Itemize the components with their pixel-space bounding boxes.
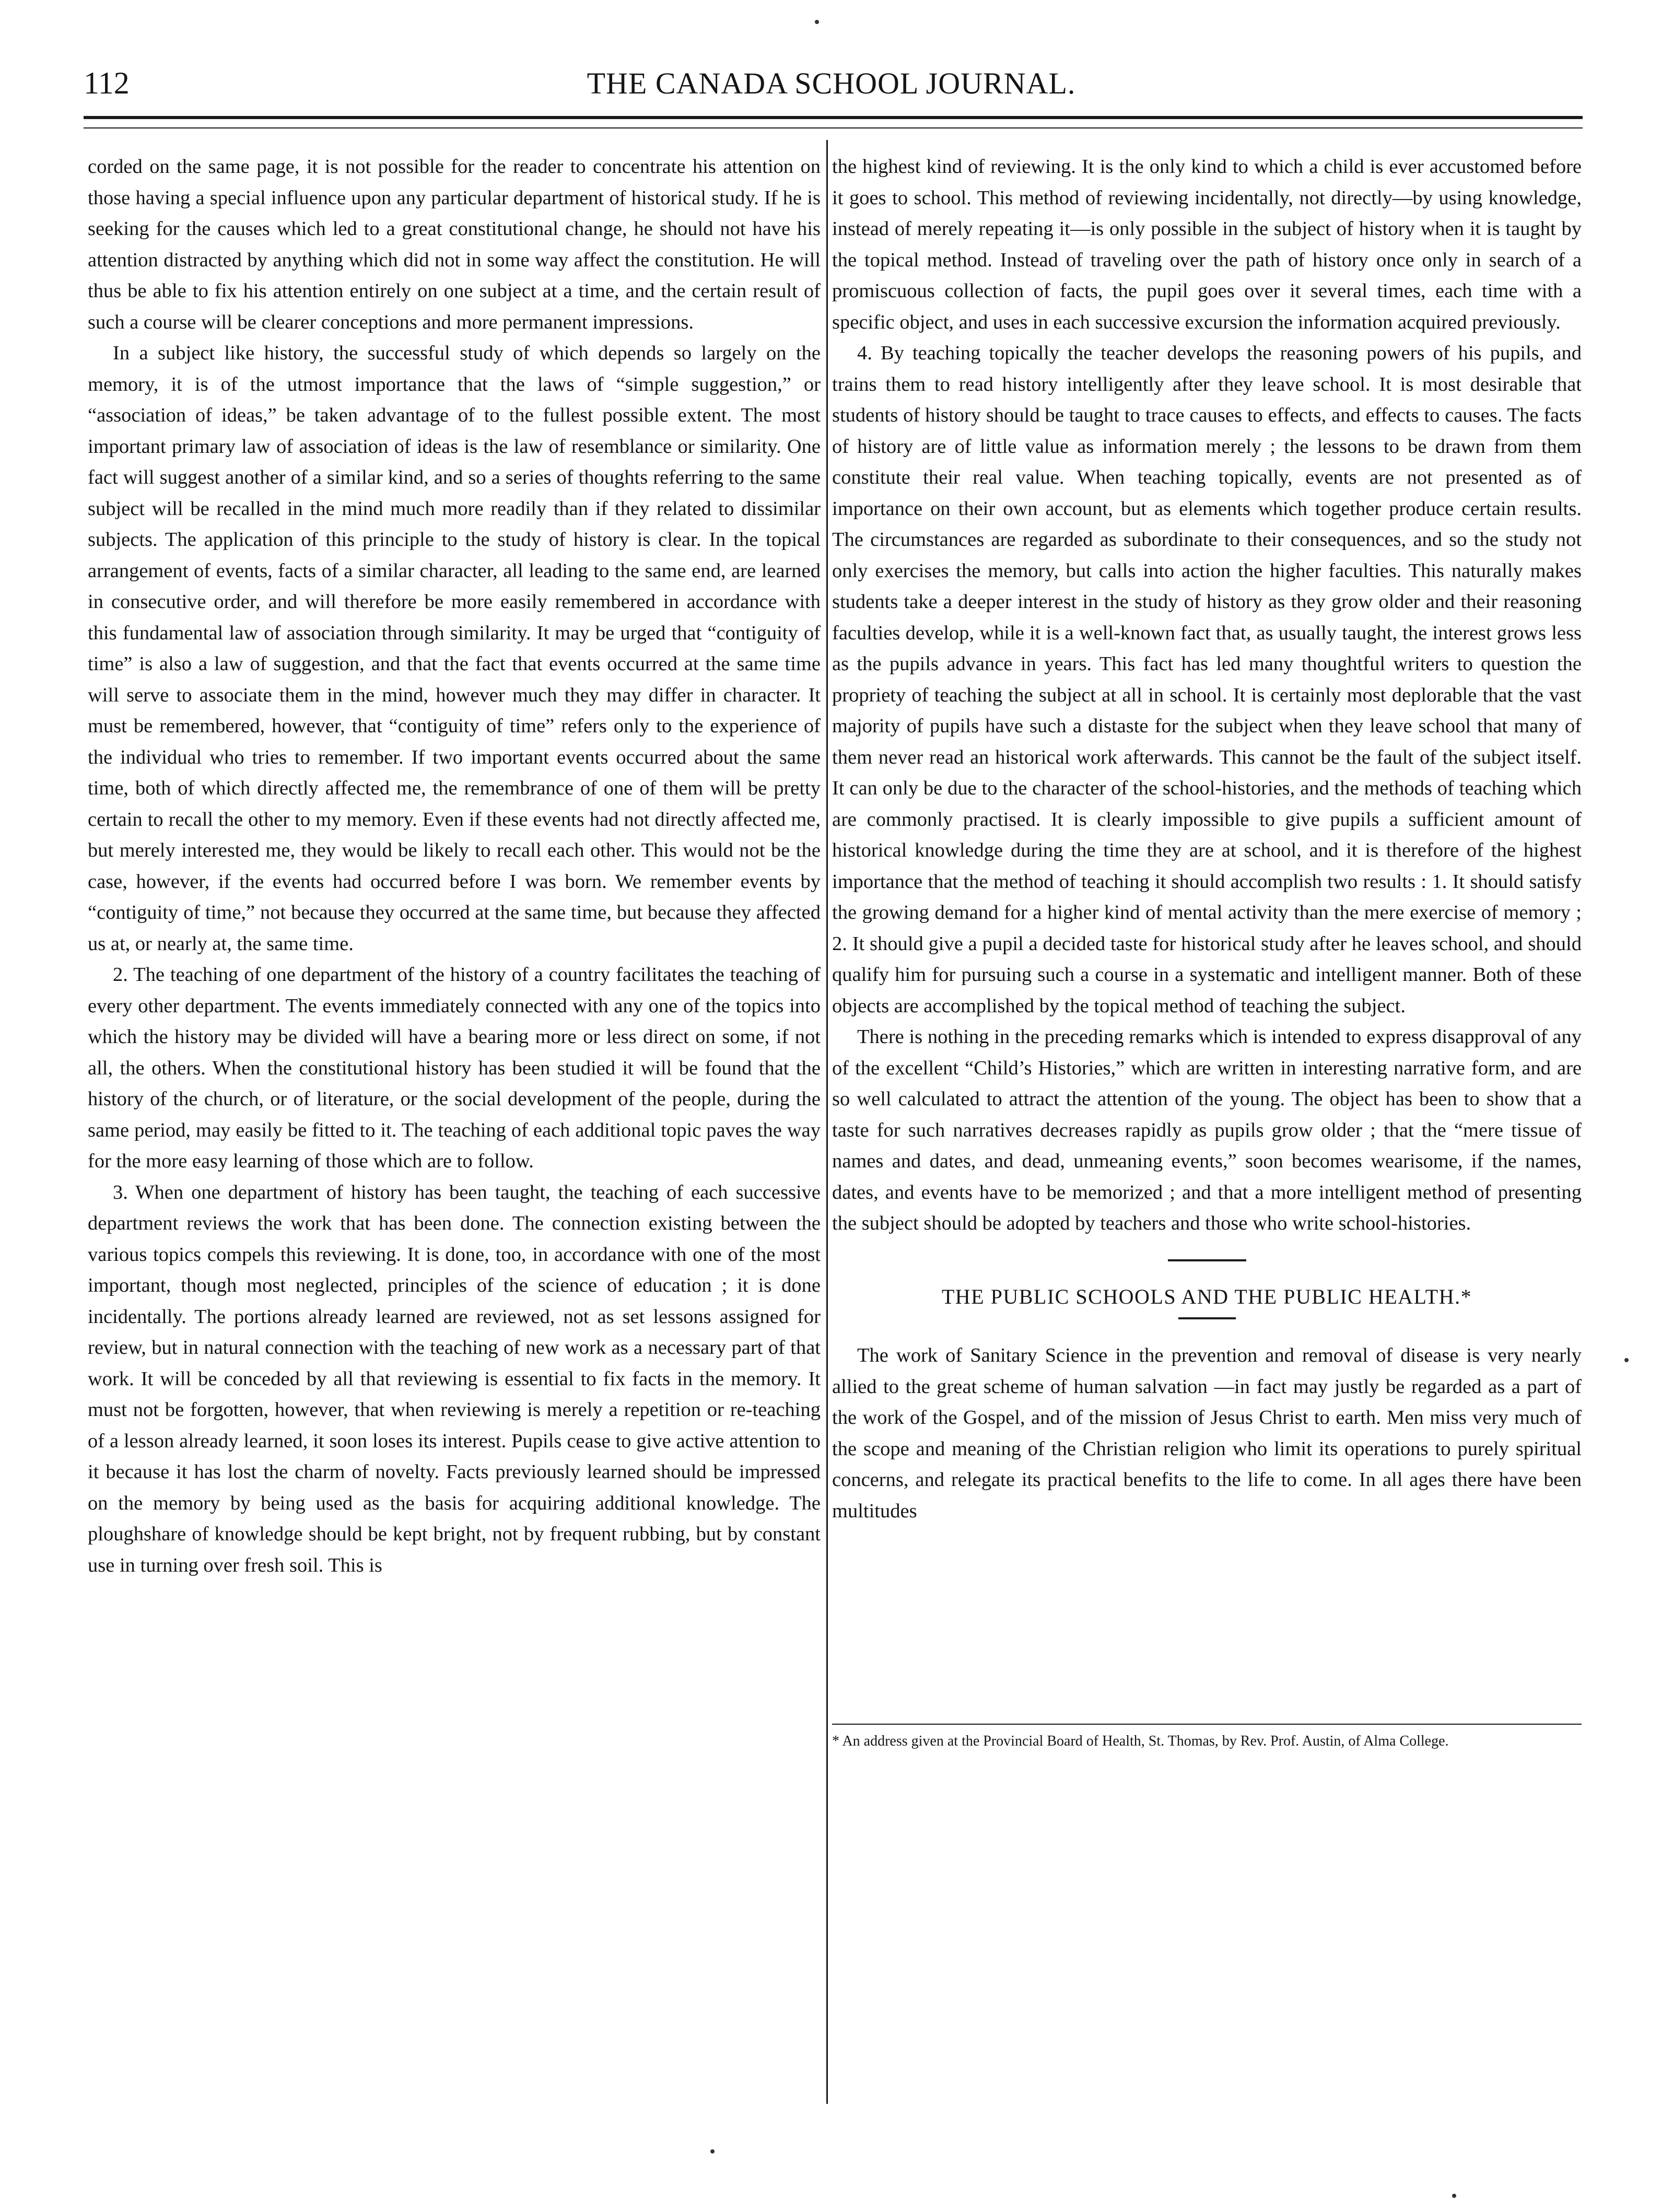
right-column [832,151,1582,1708]
right-paragraph: There is nothing in the preceding remarks which is intended to express disapproval of any of the excellent “Child’s Histories,” which are written in interesting narrative form, and are so well calculated to attract the attention of the young. The object has been to show that a taste for such narratives decreases rapidly as pupils grow older ; that the “mere tissue of names and dates, and dead, unmeaning events,” soon becomes wearisome, if the names, dates, and events have to be memorized ; and that a more intelligent method of presenting the subject should be adopted by teachers and those who write school-histories. [832,1026,1582,1234]
page-number: 112 [84,66,130,100]
left-paragraph: corded on the same page, it is not possible for the reader to concentrate his attention on those having a special influence upon any particular department of historical study. If he is seeking for the causes which led to a great constitutional change, he should not have his attention distracted by anything which did not in some way affect the constitution. He will thus be able to fix his attention entirely on one subject at a time, and the certain result of such a course will be clearer conceptions and more permanent impressions. [88,156,821,333]
left-column [88,151,821,2094]
header-rule-top [84,116,1583,119]
header-rule-bottom [84,127,1583,128]
right-paragraph: 4. By teaching topically the teacher develops the reasoning powers of his pupils, and trains them to read history intelligently after they leave school. It is most desirable that students of history should be taught to trace causes to effects, and effects to causes. The facts of history are of little value as information merely ; the lessons to be drawn from them constitute their real value. When teaching topically, events are not presented as of importance on their own account, but as elements which together produce certain results. The circumstances are regarded as subordinate to their consequences, and so the study not only exercises the memory, but calls into action the higher faculties. This naturally makes students take a deeper interest in the study of history as they grow older and their reasoning faculties develop, while it is a well-known fact that, as usually taught, the interest grows less as the pupils advance in years. This fact has led many thoughtful writers to question the propriety of teaching the subject at all in school. It is certainly most deplorable that the vast majority of pupils have such a distaste for the subject when they leave school that many of them never read an historical work afterwards. This cannot be the fault of the subject itself. It can only be due to the character of the school-histories, and the methods of teaching which are commonly practised. It is clearly impossible to give pupils a sufficient amount of historical knowledge during the time they are at school, and it is therefore of the highest importance that the method of teaching it should accomplish two results : 1. It should satisfy the growing demand for a higher kind of mental activity than the mere exercise of memory ; 2. It should give a pupil a decided taste for historical study after he leaves school, and should qualify him for pursuing such a course in a systematic and intelligent manner. Both of these objects are accomplished by the topical method of teaching the subject. [832,342,1582,1017]
page-speck [815,20,819,24]
page-speck [710,2149,715,2154]
footnote-rule [832,1724,1582,1725]
section-heading: THE PUBLIC SCHOOLS AND THE PUBLIC HEALTH.* [941,1284,1472,1308]
column-divider [826,140,828,2104]
page-speck [1452,2194,1456,2198]
left-paragraph: In a subject like history, the successful study of which depends so largely on the memory, it is of the utmost importance that the laws of “simple suggestion,” or “association of ideas,” be taken advantage of to the fullest possible extent. The most important primary law of association of ideas is the law of resemblance or similarity. One fact will suggest another of a similar kind, and so a series of thoughts referring to the same subject will be recalled in the mind much more readily than if they related to dissimilar subjects. The application of this principle to the study of history is clear. In the topical arrangement of events, facts of a similar character, all leading to the same end, are learned in consecutive order, and will therefore be more easily remembered in accordance with this fundamental law of association through similarity. It may be urged that “contiguity of time” is also a law of suggestion, and that the fact that events occurred at the same time will serve to associate them in the mind, however much they may differ in character. It must be remembered, however, that “contiguity of time” refers only to the experience of the individual who tries to remember. If two important events occurred about the same time, both of which directly affected me, the remembrance of one of them will be pretty certain to recall the other to my memory. Even if these events had not directly affected me, but merely interested me, they would be likely to recall each other. This would not be the case, however, if the events had occurred before I was born. We remember events by “contiguity of time,” not because they occurred at the same time, but because they affected us at, or nearly at, the same time. [88,342,821,955]
page-speck [1624,1358,1629,1362]
heading-rule [1178,1317,1236,1319]
left-paragraph: 2. The teaching of one department of the history of a country facilitates the teaching of every other department. The events immediately connected with any one of the topics into which the history may be divided will have a bearing more or less direct on some, if not all, the others. When the constitutional history has been studied it will be found that the history of the church, or of literature, or the social development of the people, during the same period, may easily be fitted to it. The teaching of each additional topic paves the way for the more easy learning of those which are to follow. [88,964,821,1172]
section-separator [1168,1259,1246,1261]
footnote: * An address given at the Provincial Board of Health, St. Thomas, by Rev. Prof. Austin, of Alma College. [832,1733,1449,1749]
section-paragraph: The work of Sanitary Science in the prevention and removal of disease is very nearly allied to the great scheme of human salvation —in fact may justly be regarded as a part of the work of the Gospel, and of the mission of Jesus Christ to earth. Men miss very much of the scope and meaning of the Christian religion who limit its operations to purely spiritual concerns, and relegate its practical benefits to the life to come. In all ages there have been multitudes [832,1344,1582,1522]
journal-title: THE CANADA SCHOOL JOURNAL. [587,66,1076,100]
page-header [84,58,1579,108]
left-paragraph: 3. When one department of history has been taught, the teaching of each successive department reviews the work that has been done. The connection existing between the various topics compels this reviewing. It is done, too, in accordance with one of the most important, though most neglected, principles of the science of education ; it is done incidentally. The portions already learned are reviewed, not as set lessons assigned for review, but in natural connection with the teaching of new work as a necessary part of that work. It will be conceded by all that reviewing is essential to fix facts in the memory. It must not be forgotten, however, that when reviewing is merely a repetition or re-teaching of a lesson already learned, it soon loses its interest. Pupils cease to give active attention to it because it has lost the charm of novelty. Facts previously learned should be impressed on the memory by being used as the basis for acquiring additional knowledge. The ploughshare of knowledge should be kept bright, not by frequent rubbing, but by constant use in turning over fresh soil. This is [88,1181,821,1576]
right-paragraph: the highest kind of reviewing. It is the only kind to which a child is ever accustomed before it goes to school. This method of reviewing incidentally, not directly—by using knowledge, instead of merely repeating it—is only possible in the subject of history when it is taught by the topical method. Instead of traveling over the path of history once only in search of a promiscuous collection of facts, the pupil goes over it several times, each time with a specific object, and uses in each successive excursion the information acquired previously. [832,156,1582,333]
